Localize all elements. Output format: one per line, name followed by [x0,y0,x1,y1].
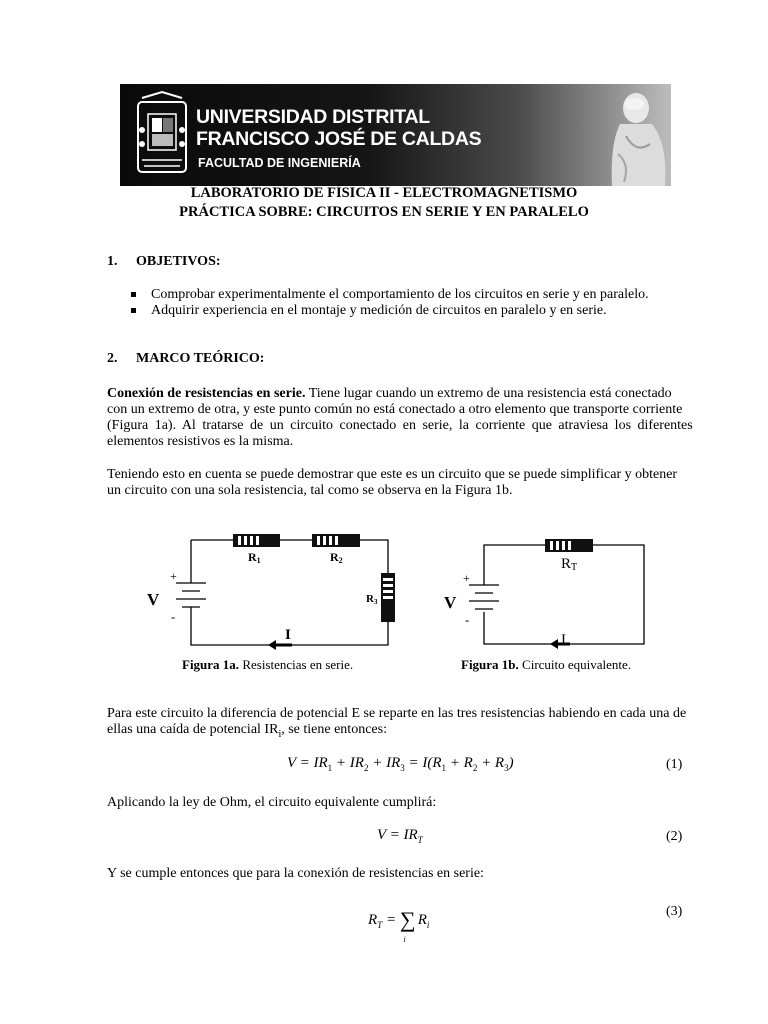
figure-1a-caption: Figura 1a. Resistencias en serie. [182,657,354,672]
section2-heading: MARCO TEÓRICO: [136,351,265,366]
battery-symbol [176,583,206,607]
equation-1: $V = IR_1 + IR_2 + IR_3 = I(R_1 + R_2 + R_3)$ [287,755,514,773]
label-voltage: V [147,590,160,609]
section1-heading: OBJETIVOS: [136,254,221,269]
bullet-marker [131,292,136,297]
battery-symbol [469,585,499,609]
label-plus: + [170,569,177,583]
section1-number: 1. [107,254,118,269]
label-plus: + [463,571,470,585]
paragraph-line: Teniendo esto en cuenta se puede demostrar que este es un circuito que se puede simplificar y obtener [107,467,678,482]
header-line3: FACULTAD DE INGENIERÍA [198,156,361,170]
figure-1b-caption: Figura 1b. Circuito equivalente. [461,657,632,672]
label-voltage: V [444,593,457,612]
paragraph-line: Y se cumple entonces que para la conexión de resistencias en serie: [107,866,484,881]
paragraph-line: ellas una caída de potencial $IR_i$, se tiene entonces: [107,722,387,740]
label-rt: RT [561,556,578,573]
section2-number: 2. [107,351,118,366]
document-title: LABORATORIO DE FÍSICA II - ELECTROMAGNETISMO [190,185,578,201]
header-line1: UNIVERSIDAD DISTRITAL [196,106,430,128]
label-minus: - [465,612,470,627]
equation-2-number: (2) [666,829,683,844]
statue-image [590,84,671,186]
equation-3-number: (3) [666,904,683,919]
equation-2: $V = IR_T$ [377,827,423,845]
paragraph-line: Aplicando la ley de Ohm, el circuito equivalente cumplirá: [107,795,437,810]
paragraph-line: Para este circuito la diferencia de potencial E se reparte en las tres resistencias habiendo en cada una de [107,706,687,721]
label-minus: - [171,609,176,624]
paragraph-line: un circuito con una sola resistencia, tal como se observa en la Figura 1b. [107,483,513,498]
label-current: I [285,627,291,643]
university-header-banner [120,84,671,186]
bullet-marker [131,308,136,313]
paragraph-line: con un extremo de otra, y este punto común no está conectado a otro elemento que transporte corriente [107,402,683,417]
figure-1a-series-circuit [140,525,410,655]
paragraph-line: Conexión de resistencias en serie. Tiene lugar cuando un extremo de una resistencia está conectado [107,386,672,401]
figure-1b-equivalent-circuit [440,530,650,655]
resistor-r1 [233,534,280,547]
resistor-rt [545,539,593,552]
label-r3: R3 [366,593,378,606]
paragraph-line: (Figura 1a). Al tratarse de un circuito conectado en serie, la corriente que atraviesa los diferentes [107,418,693,433]
equation-3: $R_T = \sum_iR_i$ [368,907,430,944]
university-seal-logo [134,90,190,180]
header-line2: FRANCISCO JOSÉ DE CALDAS [196,128,482,150]
resistor-r2 [312,534,360,547]
paragraph-line: elementos resistivos es la misma. [107,434,294,449]
label-current: I [561,632,566,648]
document-subtitle: PRÁCTICA SOBRE: CIRCUITOS EN SERIE Y EN PARALELO [179,204,589,220]
resistor-r3 [381,573,395,622]
label-r1: R1 [248,550,261,565]
current-arrow [550,639,570,649]
label-r2: R2 [330,550,343,565]
equation-1-number: (1) [666,757,683,772]
